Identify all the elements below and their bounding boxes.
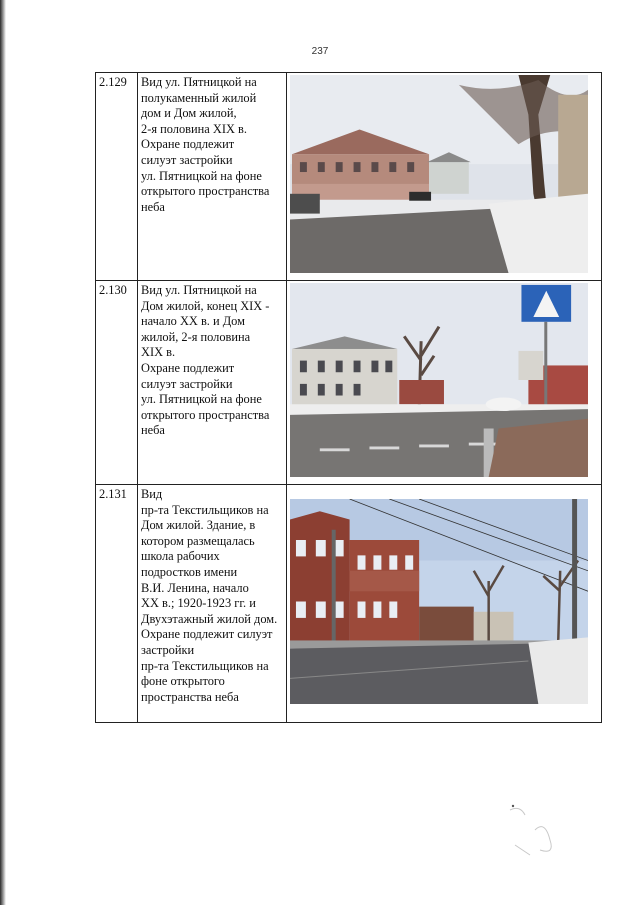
table-row [96,281,602,485]
page-number: 237 [311,46,329,57]
street-photo-pyatnitskaya-1 [290,75,588,273]
street-photo-pyatnitskaya-2 [290,283,588,477]
scan-edge-shadow [0,0,6,905]
entry-description: Вид ул. Пятницкой на Дом жилой, конец XIX - начало XX в. и Дом жилой, 2-я половина XIX в. Охране подлежит силуэт застройки ул. Пятницкой на фоне открытого пространства неба [138,281,287,485]
entry-photo-cell [287,281,602,485]
handwritten-mark [505,800,575,860]
entry-description: Вид пр-та Текстильщиков на Дом жилой. Здание, в котором размещалась школа рабочих подростков имени В.И. Ленина, начало XX в.; 1920-1923 гг. и Двухэтажный жилой дом. Охране подлежит силуэт застройки пр-та Текстильщиков на фоне открытого пространства неба [138,485,287,723]
entry-photo-cell [287,73,602,281]
street-photo-tekstilshchikov [290,499,588,704]
entry-photo-cell [287,485,602,723]
heritage-table [95,72,602,723]
table-row [96,73,602,281]
entry-number: 2.131 [96,485,138,723]
table-row [96,485,602,723]
entry-number: 2.130 [96,281,138,485]
entry-number: 2.129 [96,73,138,281]
entry-description: Вид ул. Пятницкой на полукаменный жилой дом и Дом жилой, 2-я половина XIX в. Охране подлежит силуэт застройки ул. Пятницкой на фоне открытого пространства неба [138,73,287,281]
